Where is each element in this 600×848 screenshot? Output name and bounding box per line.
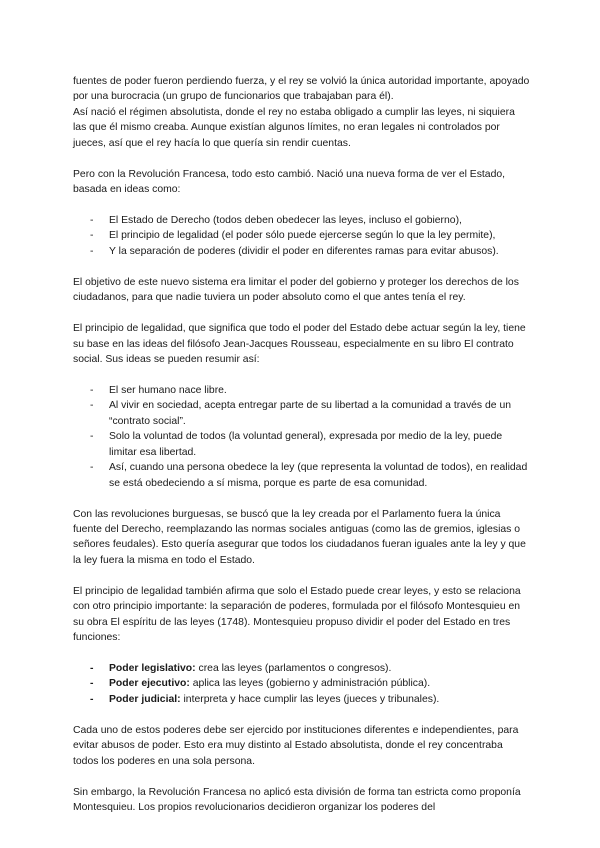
paragraph-legality-rousseau: El principio de legalidad, que significa que todo el poder del Estado debe actuar según la ley, tiene su base en las ideas del filósofo Jean-Jacques Rousseau, especialmente en su libro El contrato social. Sus ideas se pueden resumir así: [73,323,526,366]
power-term: Poder ejecutivo: [109,678,190,690]
list-item: - Así, cuando una persona obedece la ley (que representa la voluntad de todos), en realidad se está obedeciendo a sí misma, porque es parte de esa comunidad. [73,460,530,491]
list-item: - El principio de legalidad (el poder sólo puede ejercerse según lo que la ley permite), [73,228,530,243]
paragraph-absolutism: Así nació el régimen absolutista, donde el rey no estaba obligado a cumplir las leyes, ni siquiera las que él mismo creaba. Aunque existían algunos límites, no eran legales ni controlados por jueces, así que el rey hacía lo que quería sin rendir cuentas. [73,106,515,149]
paragraph-montesquieu: El principio de legalidad también afirma que solo el Estado puede crear leyes, y esto se relaciona con otro principio importante: la separación de poderes, formulada por el filósofo Montesquieu en su obra El espíritu de las leyes (1748). Montesquieu propuso dividir el poder del Estado en tres funciones: [73,585,521,643]
list-item-executive [73,676,530,691]
list-rousseau-ideas [73,383,530,491]
list-item: - El ser humano nace libre. [73,383,530,398]
list-item-judicial [73,692,530,707]
power-description: interpreta y hace cumplir las leyes (jueces y tribunales). [180,693,440,705]
list-item: - Al vivir en sociedad, acepta entregar parte de su libertad a la comunidad a través de un “contrato social”. [73,398,530,429]
paragraph-objective: El objetivo de este nuevo sistema era limitar el poder del gobierno y proteger los derechos de los ciudadanos, para que nadie tuviera un poder absoluto como el que antes tenía el rey. [73,276,519,304]
power-description: aplica las leyes (gobierno y administración pública). [189,678,431,690]
paragraph-bourgeois-revolutions: Con las revoluciones burguesas, se buscó que la ley creada por el Parlamento fuera la única fuente del Derecho, reemplazando las normas sociales antiguas (como las de gremios, iglesias o señores feudales). Esto quería asegurar que todos los ciudadanos fueran iguales ante la ley y que la ley fuera la misma en todo el Estado. [73,508,526,566]
power-term: Poder legislativo: [109,662,196,674]
list-item: - Y la separación de poderes (dividir el poder en diferentes ramas para evitar abusos). [73,244,530,259]
power-term: Poder judicial: [109,693,181,705]
list-item-legislative [73,661,530,676]
paragraph-intro: fuentes de poder fueron perdiendo fuerza, y el rey se volvió la única autoridad importante, apoyado por una burocracia (un grupo de funcionarios que trabajaban para él). [73,76,530,103]
power-description: crea las leyes (parlamentos o congresos). [195,662,392,674]
list-item: - El Estado de Derecho (todos deben obedecer las leyes, incluso el gobierno), [73,213,530,228]
paragraph-separation-institutions: Cada uno de estos poderes debe ser ejercido por instituciones diferentes e independientes, para evitar abusos de poder. Esto era muy distinto al Estado absolutista, donde el rey concentraba todos los poderes en una sola persona. [73,724,519,767]
list-powers [73,661,530,707]
list-item: - Solo la voluntad de todos (la voluntad general), expresada por medio de la ley, puede limitar esa libertad. [73,429,530,460]
paragraph-french-revolution: Pero con la Revolución Francesa, todo esto cambió. Nació una nueva forma de ver el Estado, basada en ideas como: [73,168,506,196]
paragraph-revolution-application: Sin embargo, la Revolución Francesa no aplicó esta división de forma tan estricta como proponía Montesquieu. Los propios revolucionarios decidieron organizar los poderes del [73,786,521,813]
list-new-ideas [73,213,530,259]
